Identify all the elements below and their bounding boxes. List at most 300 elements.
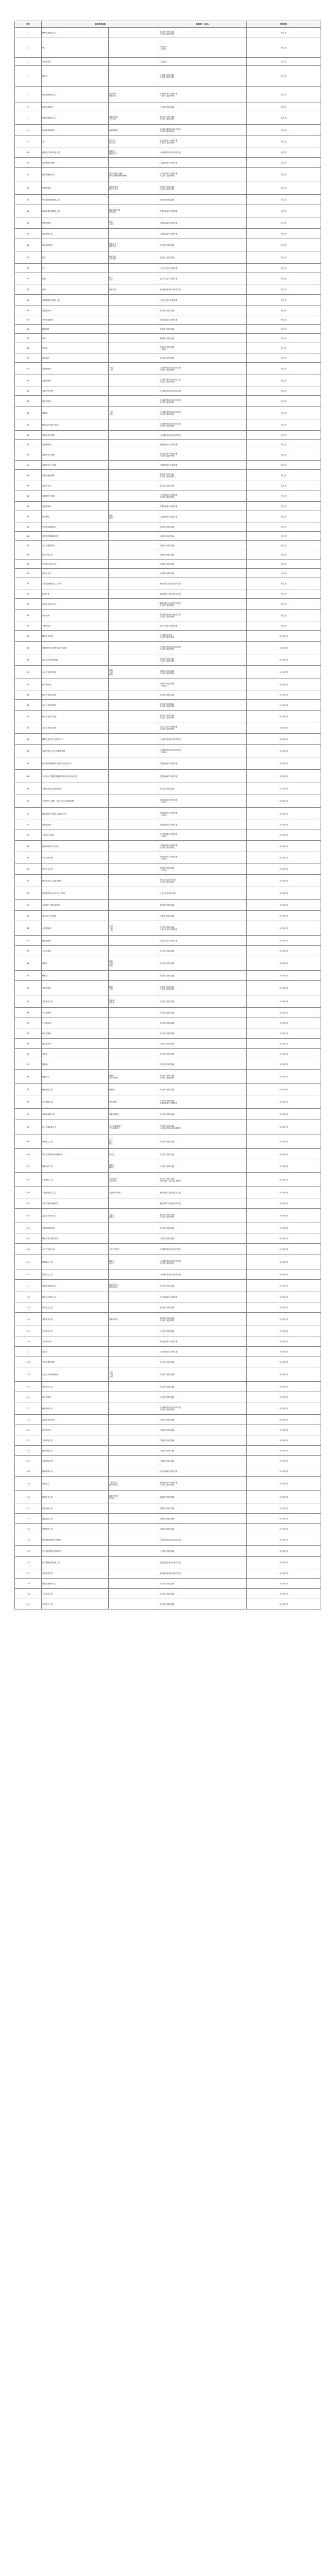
row-category: 准入类 xyxy=(247,28,321,38)
table-row xyxy=(15,470,321,481)
department-line: 人社部门监督管理 xyxy=(160,475,174,478)
row-department xyxy=(159,820,247,829)
row-department xyxy=(159,971,247,981)
sub-occupation-item: 农艺工 xyxy=(109,1213,115,1216)
row-sub-occupations xyxy=(109,1120,159,1134)
row-sub-occupations xyxy=(109,375,159,386)
department-line: 住房城乡建设部门组织实施 xyxy=(160,151,181,154)
table-row xyxy=(15,1209,321,1223)
row-sub-occupations xyxy=(109,481,159,490)
row-index: 107 xyxy=(15,1233,42,1244)
row-occupation: 统计专业技术资格 xyxy=(42,711,109,722)
table-row xyxy=(15,666,321,679)
row-occupation: 公共营养师 xyxy=(42,946,109,956)
table-row xyxy=(15,690,321,700)
row-department xyxy=(159,481,247,490)
department-line: 人社部门组织实施 xyxy=(160,1074,174,1077)
table-row xyxy=(15,28,321,38)
row-sub-occupations xyxy=(109,770,159,783)
department-line: 测绘地信部门组织实施 xyxy=(160,443,177,446)
row-category: 水平评价类 xyxy=(247,1039,321,1049)
row-sub-occupations xyxy=(109,711,159,722)
row-occupation: 母婴保健技术服务人员 xyxy=(42,295,109,306)
row-category: 准入类 xyxy=(247,217,321,229)
row-index: 97 xyxy=(15,1109,42,1120)
row-occupation: 地质调查人员 xyxy=(42,1466,109,1477)
row-department xyxy=(159,1579,247,1589)
row-sub-occupations xyxy=(109,1446,159,1456)
department-line: 财政部门组织实施 xyxy=(160,682,174,685)
sub-occupation-item: 园艺工 xyxy=(109,1215,115,1218)
row-category: 水平评价类 xyxy=(247,875,321,887)
department-line: 食品药品监督部门组织实施 xyxy=(160,288,181,291)
department-line: 食品药品监督部门组织实施 xyxy=(160,128,181,130)
table-row xyxy=(15,502,321,511)
table-row xyxy=(15,481,321,490)
department-line: 住房城乡建设部门组织实施 xyxy=(160,399,181,401)
row-sub-occupations xyxy=(109,1149,159,1160)
table-row xyxy=(15,621,321,631)
row-sub-occupations xyxy=(109,325,159,334)
row-occupation: 公路水运工程试验检测专业技术人员职业资格 xyxy=(42,770,109,783)
row-department xyxy=(159,1028,247,1039)
row-department xyxy=(159,1223,247,1233)
department-line: 人社部门组织实施 xyxy=(160,950,174,952)
row-index: 109 xyxy=(15,1255,42,1269)
table-row xyxy=(15,1326,321,1336)
row-index: 28 xyxy=(15,343,42,353)
department-line: 体育部门组织实施 xyxy=(160,1429,174,1431)
department-line: 档案部门组织实施 xyxy=(160,1449,174,1452)
row-sub-occupations xyxy=(109,419,159,431)
row-index: 112 xyxy=(15,1292,42,1302)
row-index: 118 xyxy=(15,1357,42,1367)
department-line: 交通运输部门监督管理 xyxy=(160,1101,177,1104)
sub-occupation-item: 眼镜定配工 xyxy=(109,1285,118,1288)
row-index: 61 xyxy=(15,690,42,700)
department-line: 交通运输部门组织实施 xyxy=(160,161,177,164)
row-department xyxy=(159,1599,247,1609)
row-index: 71 xyxy=(15,808,42,820)
row-sub-occupations xyxy=(109,911,159,921)
row-department xyxy=(159,284,247,295)
row-category: 准入类 xyxy=(247,578,321,589)
sub-occupation-item: 轮机人员 xyxy=(109,245,116,247)
table-row xyxy=(15,1028,321,1039)
row-category: 水平评价类 xyxy=(247,1357,321,1367)
row-sub-occupations xyxy=(109,722,159,734)
table-row xyxy=(15,1059,321,1070)
row-category: 水平评价类 xyxy=(247,1435,321,1446)
sub-occupation-item: 花卉工 xyxy=(109,1262,115,1264)
sub-occupation-item: 驾驶人员 xyxy=(109,243,116,245)
row-department xyxy=(159,995,247,1008)
department-line: 公安消防部门组织实施 xyxy=(160,1350,177,1353)
row-index: 127 xyxy=(15,1456,42,1466)
row-department xyxy=(159,734,247,745)
department-line: 人社部门组织实施 xyxy=(160,1603,174,1605)
table-row xyxy=(15,1120,321,1134)
department-line: 工业和信息化部门组织实施 xyxy=(160,646,181,648)
row-occupation: 建筑施工特种作业人员 xyxy=(42,147,109,158)
row-index: 40 xyxy=(15,470,42,481)
row-occupation: 农业技术指导人员 xyxy=(42,1209,109,1223)
row-sub-occupations xyxy=(109,87,159,103)
table-row xyxy=(15,168,321,181)
row-sub-occupations xyxy=(109,1415,159,1425)
row-category: 水平评价类 xyxy=(247,1292,321,1302)
row-sub-occupations xyxy=(109,431,159,440)
row-department xyxy=(159,599,247,610)
row-index: 13 xyxy=(15,181,42,195)
row-category: 水平评价类 xyxy=(247,690,321,700)
row-sub-occupations xyxy=(109,1313,159,1326)
table-row xyxy=(15,995,321,1008)
row-sub-occupations xyxy=(109,1244,159,1255)
row-index: 62 xyxy=(15,700,42,711)
department-line: 质检部门组织实施 xyxy=(160,484,174,487)
row-sub-occupations xyxy=(109,284,159,295)
table-row xyxy=(15,58,321,66)
row-department xyxy=(159,679,247,690)
department-line: 人社部门监督管理 xyxy=(160,76,174,78)
row-index: 121 xyxy=(15,1392,42,1402)
row-category: 水平评价类 xyxy=(247,981,321,995)
row-sub-occupations xyxy=(109,205,159,217)
row-department xyxy=(159,631,247,642)
table-row xyxy=(15,284,321,295)
row-department xyxy=(159,569,247,578)
department-line: 人社部门组织实施 xyxy=(160,962,174,964)
row-department xyxy=(159,841,247,852)
row-index: 5 xyxy=(15,87,42,103)
row-sub-occupations xyxy=(109,1466,159,1477)
row-index: 60 xyxy=(15,679,42,690)
row-category: 水平评价类 xyxy=(247,1244,321,1255)
row-index: 81 xyxy=(15,921,42,936)
table-row xyxy=(15,295,321,306)
department-line: 发展改革部门组织实施 xyxy=(160,799,177,801)
table-row xyxy=(15,770,321,783)
row-occupation: 医疗器械监督管理人员 xyxy=(42,1557,109,1568)
row-category: 准入类 xyxy=(247,111,321,125)
department-line: 公安消防部门组织实施 xyxy=(160,172,177,175)
row-department xyxy=(159,1187,247,1198)
table-row xyxy=(15,1255,321,1269)
row-category: 水平评价类 xyxy=(247,1173,321,1187)
department-line: 行业协会 xyxy=(160,60,167,63)
row-occupation: 监理工程师 xyxy=(42,375,109,386)
row-sub-occupations xyxy=(109,560,159,569)
row-category: 准入类 xyxy=(247,136,321,147)
row-category: 水平评价类 xyxy=(247,631,321,642)
row-index: 70 xyxy=(15,794,42,808)
row-occupation: 造价工程师 xyxy=(42,396,109,407)
row-category: 准入类 xyxy=(247,461,321,470)
department-line: 发展改革部门组织实施 xyxy=(160,823,177,826)
table-row xyxy=(15,419,321,431)
row-category: 准入类 xyxy=(247,621,321,631)
sub-occupation-item: 二级 xyxy=(109,413,113,415)
row-occupation: 西式烹调师 xyxy=(42,1028,109,1039)
row-occupation: 广播电视技术人员 xyxy=(42,1187,109,1198)
row-department xyxy=(159,217,247,229)
row-sub-occupations xyxy=(109,578,159,589)
row-occupation: 审计专业技术资格 xyxy=(42,700,109,711)
row-index: 111 xyxy=(15,1280,42,1292)
department-line: 人社部门组织实施 xyxy=(160,1396,174,1398)
table-row xyxy=(15,217,321,229)
row-sub-occupations xyxy=(109,690,159,700)
row-index: 30 xyxy=(15,363,42,375)
row-department xyxy=(159,386,247,396)
row-occupation: 消防员 xyxy=(42,1347,109,1357)
header-category: 资格类别 xyxy=(247,21,321,28)
department-line: 气象部门组织实施 xyxy=(160,1460,174,1462)
row-category: 准入类 xyxy=(247,470,321,481)
department-line: 人社部门组织实施 xyxy=(160,1582,174,1585)
row-sub-occupations xyxy=(109,666,159,679)
row-category: 水平评价类 xyxy=(247,946,321,956)
row-category: 水平评价类 xyxy=(247,1269,321,1280)
department-line: 民航部门组织实施 xyxy=(160,535,174,537)
department-line: 人社部门组织实施 xyxy=(160,1011,174,1014)
department-line: 新闻出版广电部门组织实施 xyxy=(160,592,181,595)
department-line: 人社部门监督管理 xyxy=(160,401,174,403)
row-occupation: 珠宝玉石鉴定人员 xyxy=(42,1292,109,1302)
row-index: 101 xyxy=(15,1160,42,1173)
row-department xyxy=(159,1367,247,1382)
row-sub-occupations xyxy=(109,239,159,251)
row-index: 51 xyxy=(15,578,42,589)
row-department xyxy=(159,449,247,461)
row-occupation: 制冷空调系统安装维修人员 xyxy=(42,1149,109,1160)
table-row xyxy=(15,386,321,396)
sub-occupation-item: 印前处理 xyxy=(109,1179,116,1182)
table-row xyxy=(15,461,321,470)
department-line: 人社部门组织实施 xyxy=(160,1022,174,1024)
row-occupation: 航空安全员 xyxy=(42,569,109,578)
row-occupation: 船员资格 xyxy=(42,511,109,522)
row-department xyxy=(159,158,247,168)
row-index: 52 xyxy=(15,589,42,599)
row-sub-occupations xyxy=(109,841,159,852)
row-department xyxy=(159,522,247,532)
row-sub-occupations xyxy=(109,1435,159,1446)
row-category: 水平评价类 xyxy=(247,1466,321,1477)
department-line: 人社部门组织实施 xyxy=(160,1385,174,1388)
table-row xyxy=(15,875,321,887)
table-row xyxy=(15,103,321,111)
row-department xyxy=(159,1039,247,1049)
row-sub-occupations xyxy=(109,396,159,407)
row-department xyxy=(159,440,247,449)
table-row xyxy=(15,1233,321,1244)
table-row xyxy=(15,654,321,666)
sub-occupation-item: 二级 xyxy=(109,1373,113,1376)
row-index: 22 xyxy=(15,284,42,295)
row-department xyxy=(159,1095,247,1109)
table-row xyxy=(15,532,321,541)
row-sub-occupations xyxy=(109,887,159,900)
row-index: 131 xyxy=(15,1503,42,1514)
row-category: 水平评价类 xyxy=(247,794,321,808)
department-line: 人社部门组织实施 xyxy=(160,1165,174,1167)
row-index: 33 xyxy=(15,396,42,407)
row-index: 92 xyxy=(15,1049,42,1059)
row-category: 水平评价类 xyxy=(247,1049,321,1059)
row-category: 准入类 xyxy=(247,550,321,560)
sub-occupation-item: 低压电工 xyxy=(109,139,116,142)
department-line: 人社部门组织实施 xyxy=(160,1592,174,1595)
row-occupation: 机械加工人员 xyxy=(42,1134,109,1149)
row-occupation: 航空气象人员 xyxy=(42,550,109,560)
row-index: 42 xyxy=(15,490,42,502)
row-occupation: 西式面点师 xyxy=(42,1039,109,1049)
row-category: 水平评价类 xyxy=(247,921,321,936)
sub-occupation-item: 无线电调试工 xyxy=(109,1127,120,1129)
sub-occupation-item: 高级 xyxy=(109,673,113,675)
row-index: 83 xyxy=(15,946,42,956)
table-row xyxy=(15,1589,321,1599)
row-category: 准入类 xyxy=(247,560,321,569)
department-line: 质检部门组织实施 xyxy=(160,115,174,118)
row-occupation: 健康管理师 xyxy=(42,936,109,946)
row-category: 准入类 xyxy=(247,532,321,541)
table-row xyxy=(15,1357,321,1367)
row-category: 水平评价类 xyxy=(247,852,321,863)
department-line: 银行业协会组织实施 xyxy=(160,878,176,881)
table-row xyxy=(15,1039,321,1049)
row-category: 准入类 xyxy=(247,158,321,168)
row-occupation: 经济专业技术资格 xyxy=(42,690,109,700)
row-occupation: 殡葬服务人员 xyxy=(42,1524,109,1534)
row-department xyxy=(159,1534,247,1546)
department-line: 行业协会 xyxy=(160,869,167,871)
sub-occupation-item: 电子商务师 xyxy=(109,1076,118,1079)
row-department xyxy=(159,125,247,136)
row-sub-occupations xyxy=(109,569,159,578)
row-department xyxy=(159,306,247,315)
department-line: 人社部门监督管理 xyxy=(160,32,174,35)
sub-occupation-item: 计算机维修工 xyxy=(109,1113,120,1115)
table-row xyxy=(15,1109,321,1120)
department-line: 人社部门监督管理 xyxy=(160,727,174,730)
row-index: 38 xyxy=(15,449,42,461)
row-index: 133 xyxy=(15,1524,42,1534)
row-department xyxy=(159,690,247,700)
row-sub-occupations xyxy=(109,1503,159,1514)
sub-occupation-item: 平版印刷工 xyxy=(109,1177,118,1180)
sub-occupation-item: 处置人员 xyxy=(109,94,116,97)
department-line: 人社部门组织实施 xyxy=(160,1125,174,1127)
department-line: 教育部门组织实施 xyxy=(160,328,174,330)
sub-occupation-item: 乡村兽医 xyxy=(109,257,116,260)
row-department xyxy=(159,66,247,87)
department-line: 民政部门组织实施 xyxy=(160,1528,174,1530)
row-occupation: 出版专业技术人员 xyxy=(42,599,109,610)
row-occupation: 档案管理人员 xyxy=(42,1446,109,1456)
sub-occupation-item: 缝纫工 xyxy=(109,1166,115,1168)
department-line: 外文局组织实施 xyxy=(160,634,172,636)
row-sub-occupations xyxy=(109,621,159,631)
row-index: 25 xyxy=(15,315,42,325)
row-index: 82 xyxy=(15,936,42,946)
row-index: 84 xyxy=(15,956,42,971)
row-index: 9 xyxy=(15,136,42,147)
table-row xyxy=(15,273,321,284)
row-category: 水平评价类 xyxy=(247,841,321,852)
row-department xyxy=(159,461,247,470)
department-line: 安全监管部门组织实施 xyxy=(160,1340,177,1343)
department-line: 人社部门监督管理 xyxy=(160,1262,174,1264)
table-row xyxy=(15,229,321,239)
table-row xyxy=(15,1173,321,1187)
department-line: 质检部门组织实施 xyxy=(160,1306,174,1309)
row-index: 137 xyxy=(15,1568,42,1579)
row-index: 88 xyxy=(15,1008,42,1018)
row-category: 准入类 xyxy=(247,38,321,58)
row-occupation: 工艺美术人员 xyxy=(42,1589,109,1599)
row-department xyxy=(159,711,247,722)
department-line: 新闻出版广电部门组织实施 xyxy=(160,1191,181,1194)
row-index: 6 xyxy=(15,103,42,111)
row-sub-occupations xyxy=(109,1059,159,1070)
row-department xyxy=(159,541,247,550)
row-sub-occupations xyxy=(109,1134,159,1149)
row-sub-occupations xyxy=(109,700,159,711)
table-row xyxy=(15,205,321,217)
row-occupation: 服装制作人员 xyxy=(42,1160,109,1173)
table-row xyxy=(15,1223,321,1233)
row-occupation: 中式面点师 xyxy=(42,1018,109,1028)
table-row xyxy=(15,1579,321,1589)
row-occupation: 房地产估价师 xyxy=(42,386,109,396)
row-sub-occupations xyxy=(109,295,159,306)
row-department xyxy=(159,353,247,363)
row-department xyxy=(159,589,247,599)
table-row xyxy=(15,1313,321,1326)
row-occupation: 翻译专业资格 xyxy=(42,631,109,642)
row-index: 66 xyxy=(15,745,42,757)
row-occupation: 执业药师 xyxy=(42,610,109,621)
row-department xyxy=(159,431,247,440)
table-row xyxy=(15,181,321,195)
sub-occupation-item: 危险废物 xyxy=(109,92,116,95)
row-occupation: 注册消防工程师 xyxy=(42,490,109,502)
table-row xyxy=(15,38,321,58)
row-index: 7 xyxy=(15,111,42,125)
table-row xyxy=(15,589,321,599)
row-index: 39 xyxy=(15,461,42,470)
row-department xyxy=(159,1018,247,1028)
row-category: 准入类 xyxy=(247,407,321,419)
row-category: 水平评价类 xyxy=(247,770,321,783)
row-category: 水平评价类 xyxy=(247,808,321,820)
sub-occupation-item: 物流师 xyxy=(109,1088,115,1091)
row-index: 55 xyxy=(15,621,42,631)
row-occupation: 注册测绘师 xyxy=(42,440,109,449)
table-row xyxy=(15,1160,321,1173)
row-department xyxy=(159,419,247,431)
table-row xyxy=(15,1198,321,1209)
sub-occupation-item: 初级 xyxy=(109,960,113,962)
table-row xyxy=(15,921,321,936)
row-category: 水平评价类 xyxy=(247,1209,321,1223)
row-index: 86 xyxy=(15,981,42,995)
table-row xyxy=(15,852,321,863)
row-sub-occupations xyxy=(109,654,159,666)
